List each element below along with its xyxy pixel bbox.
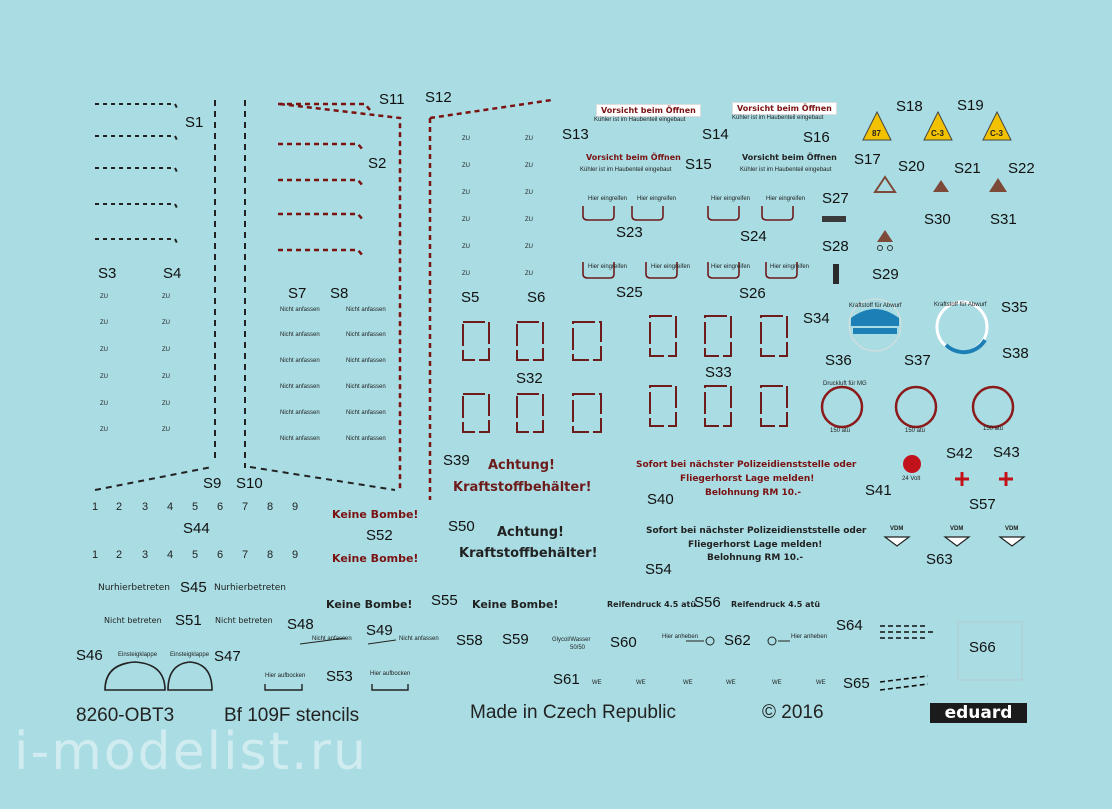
label-s32: S32 <box>516 370 543 387</box>
nur-hier-betreten: Nurhierbetreten <box>214 583 287 593</box>
label-s33: S33 <box>705 364 732 381</box>
label-s11: S11 <box>379 91 405 108</box>
s1-walkway-lines <box>95 104 178 245</box>
label-s60: S60 <box>610 634 637 651</box>
s35-ring-text: Kraftstoff für Abwurf <box>934 302 987 308</box>
vdm-text: VDM <box>1005 526 1019 532</box>
nicht-betreten: Nicht betreten <box>215 616 273 625</box>
s57-s63-vdm <box>885 537 1024 546</box>
label-s29: S29 <box>872 266 899 283</box>
atu-text: 150 atü <box>905 428 926 434</box>
watermark: i-modelist.ru <box>14 722 368 782</box>
label-s41: S41 <box>865 482 892 499</box>
label-s36: S36 <box>825 352 852 369</box>
label-s17: S17 <box>854 151 881 168</box>
label-s59: S59 <box>502 631 529 648</box>
label-s58: S58 <box>456 632 483 649</box>
label-s9: S9 <box>203 475 222 492</box>
s29-dot-2 <box>888 246 893 251</box>
zu-stencil: ZU <box>100 320 108 326</box>
number: 2 <box>116 501 123 513</box>
achtung-line2: Kraftstoffbehälter! <box>453 480 592 495</box>
label-s19: S19 <box>957 97 984 114</box>
label-s6: S6 <box>527 289 546 306</box>
number: 7 <box>242 549 249 561</box>
we-marker: WE <box>726 680 736 686</box>
glycol-ratio: 50/50 <box>570 645 586 651</box>
hier-eingreifen-stencil: Hier eingreifen <box>588 264 628 270</box>
number: 9 <box>292 501 299 513</box>
label-s62: S62 <box>724 632 751 649</box>
label-s54: S54 <box>645 561 672 578</box>
glycol-text: Glycol/Wasser <box>552 637 591 643</box>
atu-text: 150 atü <box>983 426 1004 432</box>
s48-nicht-anfassen: Nicht anfassen <box>312 636 352 642</box>
zu-stencil: ZU <box>525 136 533 142</box>
label-s46: S46 <box>76 647 103 664</box>
we-marker: WE <box>636 680 646 686</box>
keine-bombe-black: Keine Bombe! <box>326 598 413 611</box>
s64-s65-lines <box>880 626 935 690</box>
we-marker: WE <box>592 680 602 686</box>
hier-eingreifen-stencil: Hier eingreifen <box>770 264 810 270</box>
label-s23: S23 <box>616 224 643 241</box>
zu-stencil: ZU <box>162 294 170 300</box>
label-s25: S25 <box>616 284 643 301</box>
s46-s47-hatches <box>105 662 212 690</box>
einsteigklappe: Einsteigklappe <box>170 652 210 658</box>
vdm-text: VDM <box>950 526 964 532</box>
nicht-anfassen-stencil: Nicht anfassen <box>280 410 320 416</box>
zu-stencil: ZU <box>462 271 470 277</box>
number: 5 <box>192 549 199 561</box>
vdm-text: VDM <box>890 526 904 532</box>
zu-stencil: ZU <box>462 190 470 196</box>
nicht-anfassen-stencil: Nicht anfassen <box>280 436 320 442</box>
sofort-line2: Fliegerhorst Lage melden! <box>680 474 815 484</box>
s32-s33-frames <box>463 316 787 432</box>
s36-ring-text: Druckluft für MG <box>823 381 867 387</box>
vorsicht-stencil: Vorsicht beim Öffnen <box>732 102 837 115</box>
s29-dot <box>878 246 883 251</box>
zu-stencil: ZU <box>100 401 108 407</box>
label-s51: S51 <box>175 612 202 629</box>
label-s55: S55 <box>431 592 458 609</box>
triangle-c3-text: C-3 <box>990 129 1003 138</box>
zu-stencil: ZU <box>100 427 108 433</box>
zu-stencil: ZU <box>100 294 108 300</box>
s36-s38-rings <box>822 387 1013 427</box>
achtung-line1: Achtung! <box>488 458 555 473</box>
number: 4 <box>167 501 174 513</box>
label-s56: S56 <box>694 594 721 611</box>
label-s28: S28 <box>822 238 849 255</box>
label-s66: S66 <box>969 639 996 656</box>
zu-stencil: ZU <box>525 163 533 169</box>
label-s49: S49 <box>366 622 393 639</box>
label-s13: S13 <box>562 126 589 143</box>
label-s43: S43 <box>993 444 1020 461</box>
label-s37: S37 <box>904 352 931 369</box>
number: 4 <box>167 549 174 561</box>
label-s63: S63 <box>926 551 953 568</box>
label-s40: S40 <box>647 491 674 508</box>
label-s2: S2 <box>368 155 387 172</box>
we-marker: WE <box>683 680 693 686</box>
label-s34: S34 <box>803 310 830 327</box>
nur-hier-betreten: Nurhierbetreten <box>98 583 171 593</box>
vorsicht-stencil: Vorsicht beim Öffnen <box>586 153 681 162</box>
label-s57: S57 <box>969 496 996 513</box>
nicht-anfassen-stencil: Nicht anfassen <box>280 384 320 390</box>
label-s21: S21 <box>954 160 981 177</box>
nicht-anfassen-stencil: Nicht anfassen <box>346 410 386 416</box>
vorsicht-stencil: Vorsicht beim Öffnen <box>596 104 701 117</box>
nicht-betreten: Nicht betreten <box>104 616 162 625</box>
number: 6 <box>217 549 224 561</box>
sofort-line3-black: Belohnung RM 10.- <box>707 553 804 563</box>
zu-stencil: ZU <box>525 244 533 250</box>
number: 3 <box>142 549 149 561</box>
zu-stencil: ZU <box>462 244 470 250</box>
label-s4: S4 <box>163 265 182 282</box>
nicht-anfassen-stencil: Nicht anfassen <box>346 307 386 313</box>
reifendruck: Reifendruck 4.5 atü <box>607 600 697 609</box>
label-s30: S30 <box>924 211 951 228</box>
s34-ring-text: Kraftstoff für Abwurf <box>849 303 902 309</box>
hier-eingreifen-stencil: Hier eingreifen <box>651 264 691 270</box>
zu-stencil: ZU <box>100 347 108 353</box>
label-s38: S38 <box>1002 345 1029 362</box>
triangle-87-text: 87 <box>872 129 881 138</box>
brand-logo: eduard <box>930 703 1027 723</box>
label-s31: S31 <box>990 211 1017 228</box>
number: 9 <box>292 549 299 561</box>
hier-eingreifen-stencil: Hier eingreifen <box>637 196 677 202</box>
label-s39: S39 <box>443 452 470 469</box>
label-s64: S64 <box>836 617 863 634</box>
made-in: Made in Czech Republic <box>470 702 676 723</box>
kuhler-stencil: Kühler ist im Haubenteil eingebaut <box>732 115 824 121</box>
hier-eingreifen-stencil: Hier eingreifen <box>711 264 751 270</box>
sofort-line3: Belohnung RM 10.- <box>705 488 802 498</box>
volt-text: 24 Volt <box>902 476 921 482</box>
zu-stencil: ZU <box>162 347 170 353</box>
label-s65: S65 <box>843 675 870 692</box>
keine-bombe-black: Keine Bombe! <box>472 598 559 611</box>
label-s45: S45 <box>180 579 207 596</box>
triangle-c3-text: C-3 <box>931 129 944 138</box>
label-s1: S1 <box>185 114 204 131</box>
number: 1 <box>92 549 99 561</box>
label-s16: S16 <box>803 129 830 146</box>
label-s35: S35 <box>1001 299 1028 316</box>
zu-stencil: ZU <box>462 136 470 142</box>
kuhler-stencil: Kühler ist im Haubenteil eingebaut <box>740 167 832 173</box>
nicht-anfassen-stencil: Nicht anfassen <box>280 332 320 338</box>
zu-stencil: ZU <box>162 401 170 407</box>
zu-stencil: ZU <box>462 163 470 169</box>
keine-bombe-red: Keine Bombe! <box>332 508 419 521</box>
sofort-line1-black: Sofort bei nächster Polizeidienststelle oder <box>646 526 867 536</box>
einsteigklappe: Einsteigklappe <box>118 652 158 658</box>
label-s27: S27 <box>822 190 849 207</box>
label-s14: S14 <box>702 126 729 143</box>
zu-stencil: ZU <box>162 374 170 380</box>
label-s15: S15 <box>685 156 712 173</box>
zu-stencil: ZU <box>525 190 533 196</box>
zu-stencil: ZU <box>525 271 533 277</box>
hier-anheben: Hier anheben <box>791 634 828 640</box>
s9-s10-vertical-lines <box>95 100 395 490</box>
keine-bombe-red: Keine Bombe! <box>332 552 419 565</box>
label-s24: S24 <box>740 228 767 245</box>
number: 2 <box>116 549 123 561</box>
label-s61: S61 <box>553 671 580 688</box>
sofort-line1: Sofort bei nächster Polizeidienststelle oder <box>636 460 857 470</box>
hier-eingreifen-stencil: Hier eingreifen <box>766 196 806 202</box>
number: 8 <box>267 501 274 513</box>
hier-eingreifen-stencil: Hier eingreifen <box>711 196 751 202</box>
kuhler-stencil: Kühler ist im Haubenteil eingebaut <box>594 117 686 123</box>
achtung-line1-black: Achtung! <box>497 525 564 540</box>
we-marker: WE <box>816 680 826 686</box>
sofort-line2-black: Fliegerhorst Lage melden! <box>688 540 823 550</box>
hier-eingreifen-stencil: Hier eingreifen <box>588 196 628 202</box>
label-s50: S50 <box>448 518 475 535</box>
zu-stencil: ZU <box>462 217 470 223</box>
nicht-anfassen-stencil: Nicht anfassen <box>346 436 386 442</box>
label-s53: S53 <box>326 668 353 685</box>
achtung-line2-black: Kraftstoffbehälter! <box>459 546 598 561</box>
nicht-anfassen-stencil: Nicht anfassen <box>346 384 386 390</box>
label-s47: S47 <box>214 648 241 665</box>
s42-s43-crosses <box>955 472 1013 486</box>
product-title: Bf 109F stencils <box>224 705 360 726</box>
zu-stencil: ZU <box>525 217 533 223</box>
vorsicht-stencil: Vorsicht beim Öffnen <box>742 153 837 162</box>
label-s52: S52 <box>366 527 393 544</box>
hier-anheben: Hier anheben <box>662 634 699 640</box>
reifendruck: Reifendruck 4.5 atü <box>731 600 821 609</box>
number: 6 <box>217 501 224 513</box>
hier-aufbocken: Hier aufbocken <box>370 671 411 677</box>
label-s22: S22 <box>1008 160 1035 177</box>
product-code: 8260-OBT3 <box>76 705 175 726</box>
label-s18: S18 <box>896 98 923 115</box>
zu-stencil: ZU <box>162 427 170 433</box>
label-s8: S8 <box>330 285 349 302</box>
label-s5: S5 <box>461 289 480 306</box>
kuhler-stencil: Kühler ist im Haubenteil eingebaut <box>580 167 672 173</box>
label-s20: S20 <box>898 158 925 175</box>
label-s3: S3 <box>98 265 117 282</box>
s41-dot <box>903 455 921 473</box>
label-s44: S44 <box>183 520 210 537</box>
hier-aufbocken: Hier aufbocken <box>265 673 306 679</box>
label-s26: S26 <box>739 285 766 302</box>
nicht-anfassen-stencil: Nicht anfassen <box>280 358 320 364</box>
label-s10: S10 <box>236 475 263 492</box>
zu-stencil: ZU <box>100 374 108 380</box>
number: 7 <box>242 501 249 513</box>
number: 1 <box>92 501 99 513</box>
nicht-anfassen-stencil: Nicht anfassen <box>346 332 386 338</box>
we-marker: WE <box>772 680 782 686</box>
s28-plate <box>833 264 839 284</box>
nicht-anfassen-stencil: Nicht anfassen <box>346 358 386 364</box>
label-s48: S48 <box>287 616 314 633</box>
label-s42: S42 <box>946 445 973 462</box>
zu-stencil: ZU <box>162 320 170 326</box>
s27-plate <box>822 216 846 222</box>
label-s12: S12 <box>425 89 452 106</box>
atu-text: 150 atü <box>830 428 851 434</box>
number: 8 <box>267 549 274 561</box>
number: 5 <box>192 501 199 513</box>
label-s7: S7 <box>288 285 307 302</box>
number: 3 <box>142 501 149 513</box>
s49-nicht-anfassen: Nicht anfassen <box>399 636 439 642</box>
copyright: © 2016 <box>762 702 824 723</box>
nicht-anfassen-stencil: Nicht anfassen <box>280 307 320 313</box>
s20-s22-triangles <box>875 177 1007 242</box>
